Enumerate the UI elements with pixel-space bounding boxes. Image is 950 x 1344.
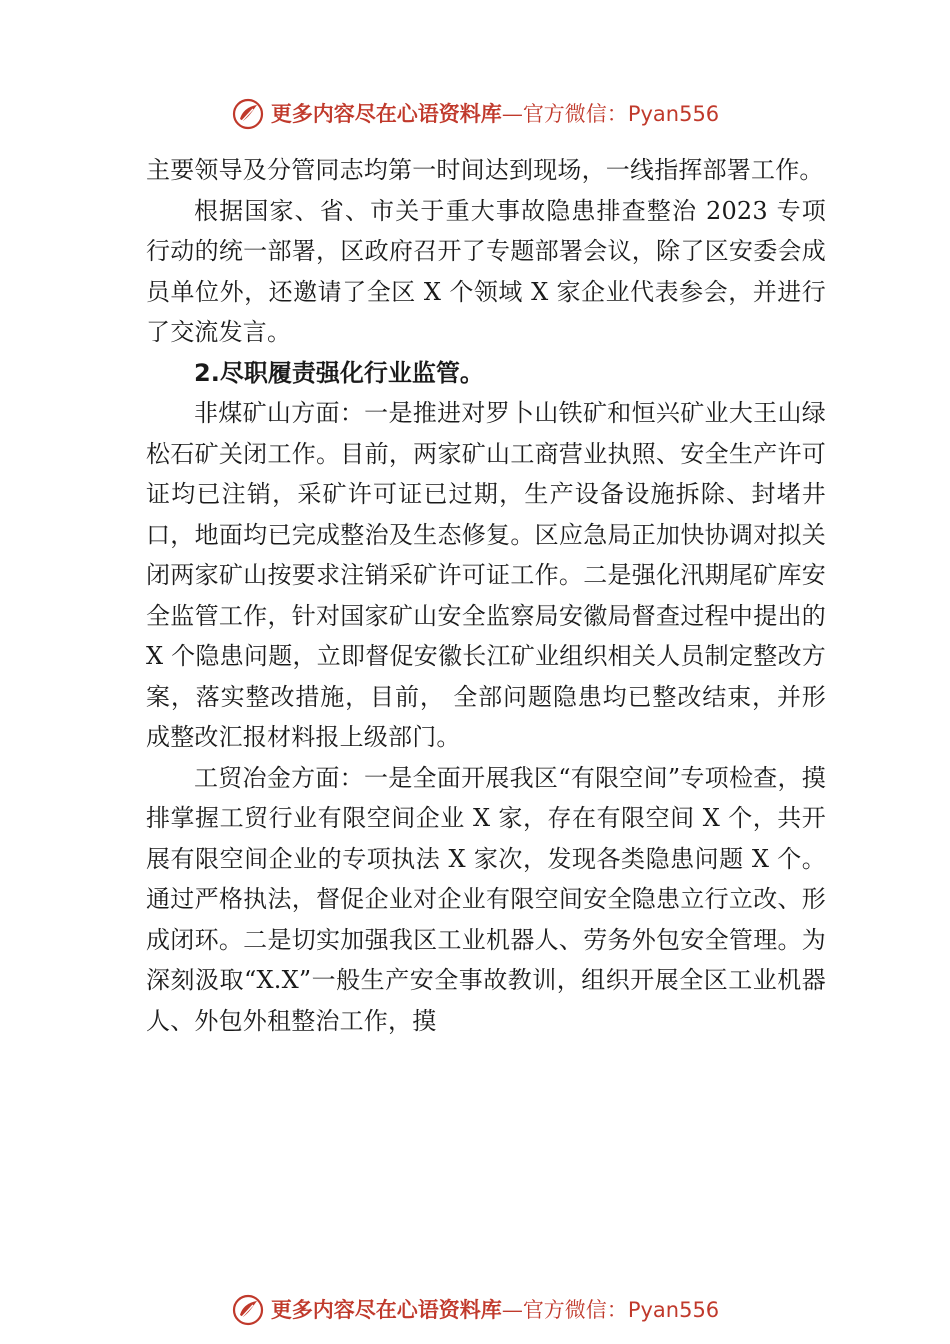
footer-banner-main: 更多内容尽在心语资料库 [270, 1297, 502, 1322]
paragraph-4: 工贸冶金方面：一是全面开展我区“有限空间”专项检查，摸排掌握工贸行业有限空间企业 X 家，存在有限空间 X 个，共开展有限空间企业的专项执法 X 家次，发现各类隐患问题 X 个。通过严格执法，督促企业对企业有限空间安全隐患立行立改、形成闭环。二是切实加强我区工业机器人、劳务外包安全管理。为深刻汲取“X.X”一般生产安全事故教训，组织开展全区工业机器人、外包外租整治工作，摸 [146, 763, 826, 1035]
footer-banner-account: Pyan556 [627, 1298, 720, 1322]
header-banner-text [271, 94, 719, 134]
header-banner-main: 更多内容尽在心语资料库 [270, 101, 502, 126]
footer-banner-text [271, 1290, 719, 1330]
brand-logo-icon [231, 97, 265, 131]
header-banner [0, 94, 950, 134]
header-banner-label: 官方微信： [522, 102, 628, 126]
paragraph-2: 根据国家、省、市关于重大事故隐患排查整治 2023 专项行动的统一部署，区政府召开了专题部署会议，除了区安委会成员单位外，还邀请了全区 X 个领域 X 家企业代表参会，并进行了交流发言。 [146, 196, 826, 346]
paragraph-1: 主要领导及分管同志均第一时间达到现场，一线指挥部署工作。 [146, 156, 824, 184]
footer-banner-separator: — [501, 1298, 523, 1322]
footer-banner-label: 官方微信： [522, 1298, 628, 1322]
brand-logo-icon [231, 1293, 265, 1327]
section-heading: 2.尽职履责强化行业监管。 [194, 358, 484, 387]
header-banner-account: Pyan556 [627, 102, 720, 126]
header-banner-separator: — [501, 102, 523, 126]
document-body [146, 150, 826, 1041]
footer-banner [0, 1290, 950, 1330]
paragraph-3: 非煤矿山方面：一是推进对罗卜山铁矿和恒兴矿业大王山绿松石矿关闭工作。目前，两家矿山工商营业执照、安全生产许可证均已注销，采矿许可证已过期，生产设备设施拆除、封堵井口，地面均已完成整治及生态修复。区应急局正加快协调对拟关闭两家矿山按要求注销采矿许可证工作。二是强化汛期尾矿库安全监管工作，针对国家矿山安全监察局安徽局督查过程中提出的 X 个隐患问题，立即督促安徽长江矿业组织相关人员制定整改方案，落实整改措施，目前， 全部问题隐患均已整改结束，并形成整改汇报材料报上级部门。 [146, 399, 826, 751]
